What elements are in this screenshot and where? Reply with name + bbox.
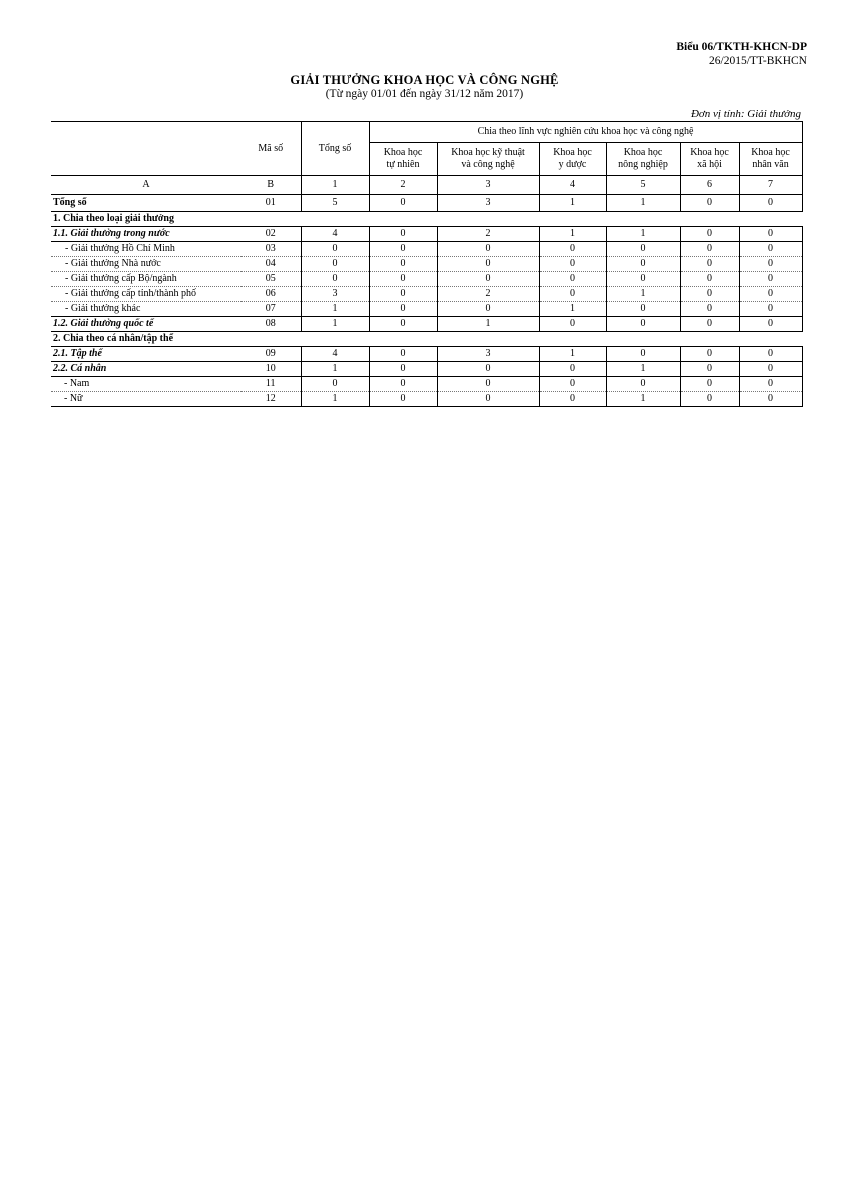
section2-body xyxy=(51,347,802,407)
row-code: 12 xyxy=(241,392,301,407)
report-period: (Từ ngày 01/01 đến ngày 31/12 năm 2017) xyxy=(325,88,524,100)
cell-value: 1 xyxy=(606,392,680,407)
cell-value: 0 xyxy=(680,257,739,272)
cell-value: 0 xyxy=(680,227,739,242)
row-code: 09 xyxy=(241,347,301,362)
row-label: - Giải thưởng Nhà nước xyxy=(51,257,241,272)
cell-value: 0 xyxy=(301,242,369,257)
row-label: 1.1. Giải thưởng trong nước xyxy=(51,227,241,242)
cell-value: 0 xyxy=(739,347,802,362)
header-row-group xyxy=(51,122,802,143)
cell-value: 0 xyxy=(369,242,437,257)
row-code: 07 xyxy=(241,302,301,317)
cell-value: 0 xyxy=(606,302,680,317)
section-header-row xyxy=(51,332,802,347)
cell-value: 4 xyxy=(301,227,369,242)
cell-value: 0 xyxy=(369,302,437,317)
cell-value: 4 xyxy=(301,347,369,362)
cell-value: 0 xyxy=(369,377,437,392)
field-header-humanities: Khoa học nhân văn xyxy=(739,143,802,176)
index-cell: 5 xyxy=(606,176,680,195)
cell-value: 0 xyxy=(739,302,802,317)
row-code: 02 xyxy=(241,227,301,242)
table-row xyxy=(51,347,802,362)
cell-value: 3 xyxy=(437,347,539,362)
cell-value: 0 xyxy=(739,377,802,392)
field-group-header: Chia theo lĩnh vực nghiên cứu khoa học và công nghệ xyxy=(369,122,802,143)
row-label: - Nữ xyxy=(51,392,241,407)
report-title: GIẢI THƯỞNG KHOA HỌC VÀ CÔNG NGHỆ xyxy=(290,73,559,87)
cell-value: 0 xyxy=(606,377,680,392)
field-header-medical: Khoa học y dược xyxy=(539,143,606,176)
total-header: Tổng số xyxy=(301,122,369,176)
cell-value: 0 xyxy=(739,242,802,257)
table-row xyxy=(51,257,802,272)
cell-value: 1 xyxy=(539,227,606,242)
field-header-engineering: Khoa học kỹ thuật và công nghệ xyxy=(437,143,539,176)
cell-value: 0 xyxy=(606,347,680,362)
row-code: 11 xyxy=(241,377,301,392)
cell-value: 0 xyxy=(680,287,739,302)
cell-value: 0 xyxy=(680,195,739,212)
row-code: 05 xyxy=(241,272,301,287)
cell-value: 1 xyxy=(606,195,680,212)
cell-value: 0 xyxy=(437,392,539,407)
index-cell: 6 xyxy=(680,176,739,195)
row-code: 10 xyxy=(241,362,301,377)
cell-value: 0 xyxy=(369,287,437,302)
cell-value: 1 xyxy=(606,287,680,302)
cell-value: 0 xyxy=(369,362,437,377)
awards-table xyxy=(51,121,803,407)
cell-value: 0 xyxy=(437,257,539,272)
table-row xyxy=(51,362,802,377)
index-cell: A xyxy=(51,176,241,195)
row-code: 08 xyxy=(241,317,301,332)
cell-value: 0 xyxy=(680,362,739,377)
cell-value: 0 xyxy=(680,392,739,407)
cell-value: 0 xyxy=(606,272,680,287)
index-row xyxy=(51,176,802,195)
table-row xyxy=(51,317,802,332)
index-cell: 2 xyxy=(369,176,437,195)
cell-value: 0 xyxy=(301,272,369,287)
cell-value: 0 xyxy=(739,362,802,377)
total-row xyxy=(51,195,802,212)
row-label: - Giải thưởng cấp tỉnh/thành phố xyxy=(51,287,241,302)
cell-value: 1 xyxy=(301,362,369,377)
index-cell: 3 xyxy=(437,176,539,195)
table-row xyxy=(51,392,802,407)
row-label: - Giải thưởng cấp Bộ/ngành xyxy=(51,272,241,287)
row-code: 04 xyxy=(241,257,301,272)
cell-value: 0 xyxy=(739,272,802,287)
cell-value: 0 xyxy=(739,195,802,212)
cell-value: 1 xyxy=(301,317,369,332)
field-header-natural: Khoa học tự nhiên xyxy=(369,143,437,176)
cell-value: 0 xyxy=(539,362,606,377)
section-label: 2. Chia theo cá nhân/tập thể xyxy=(51,332,802,347)
cell-value: 0 xyxy=(539,242,606,257)
cell-value: 1 xyxy=(301,392,369,407)
cell-value: 3 xyxy=(437,195,539,212)
cell-value: 0 xyxy=(301,257,369,272)
cell-value: 0 xyxy=(739,392,802,407)
cell-value: 0 xyxy=(369,347,437,362)
cell-value: 0 xyxy=(680,242,739,257)
table-row xyxy=(51,287,802,302)
row-label: 2.2. Cá nhân xyxy=(51,362,241,377)
cell-value: 0 xyxy=(739,287,802,302)
cell-value: 0 xyxy=(606,242,680,257)
cell-value: 0 xyxy=(437,302,539,317)
unit-note: Đơn vị tính: Giải thưởng xyxy=(690,108,801,120)
cell-value: 0 xyxy=(680,317,739,332)
cell-value: 0 xyxy=(680,347,739,362)
field-header-social: Khoa học xã hội xyxy=(680,143,739,176)
row-label: - Nam xyxy=(51,377,241,392)
form-reference: 26/2015/TT-BKHCN xyxy=(709,55,807,67)
cell-value: 0 xyxy=(437,272,539,287)
cell-value: 0 xyxy=(606,317,680,332)
cell-value: 0 xyxy=(539,317,606,332)
cell-value: 0 xyxy=(606,257,680,272)
cell-value: 0 xyxy=(539,257,606,272)
cell-value: 0 xyxy=(437,377,539,392)
cell-value: 0 xyxy=(437,242,539,257)
table-row xyxy=(51,272,802,287)
cell-value: 1 xyxy=(437,317,539,332)
cell-value: 0 xyxy=(369,257,437,272)
cell-value: 5 xyxy=(301,195,369,212)
cell-value: 0 xyxy=(369,195,437,212)
row-label: - Giải thưởng khác xyxy=(51,302,241,317)
cell-value: 0 xyxy=(369,392,437,407)
section-label: 1. Chia theo loại giải thưởng xyxy=(51,212,802,227)
table-row xyxy=(51,242,802,257)
cell-value: 0 xyxy=(680,272,739,287)
cell-value: 0 xyxy=(437,362,539,377)
section1-body xyxy=(51,227,802,332)
index-cell: 4 xyxy=(539,176,606,195)
cell-value: 1 xyxy=(301,302,369,317)
table-row xyxy=(51,377,802,392)
index-cell: 1 xyxy=(301,176,369,195)
cell-value: 1 xyxy=(606,227,680,242)
row-label: Tổng số xyxy=(51,195,241,212)
cell-value: 1 xyxy=(539,302,606,317)
cell-value: 2 xyxy=(437,287,539,302)
cell-value: 0 xyxy=(680,302,739,317)
index-cell: B xyxy=(241,176,301,195)
row-label: - Giải thưởng Hồ Chí Minh xyxy=(51,242,241,257)
cell-value: 0 xyxy=(739,227,802,242)
cell-value: 0 xyxy=(369,272,437,287)
row-label: 1.2. Giải thưởng quốc tế xyxy=(51,317,241,332)
cell-value: 0 xyxy=(369,227,437,242)
cell-value: 3 xyxy=(301,287,369,302)
field-header-agriculture: Khoa học nông nghiệp xyxy=(606,143,680,176)
index-cell: 7 xyxy=(739,176,802,195)
row-code: 01 xyxy=(241,195,301,212)
cell-value: 0 xyxy=(739,317,802,332)
cell-value: 0 xyxy=(369,317,437,332)
cell-value: 1 xyxy=(606,362,680,377)
cell-value: 0 xyxy=(739,257,802,272)
cell-value: 0 xyxy=(539,272,606,287)
form-code: Biểu 06/TKTH-KHCN-DP xyxy=(676,41,807,53)
section-header-row xyxy=(51,212,802,227)
row-label: 2.1. Tập thể xyxy=(51,347,241,362)
code-header: Mã số xyxy=(241,122,301,176)
cell-value: 1 xyxy=(539,195,606,212)
cell-value: 0 xyxy=(680,377,739,392)
table-row xyxy=(51,227,802,242)
row-code: 06 xyxy=(241,287,301,302)
cell-value: 2 xyxy=(437,227,539,242)
cell-value: 0 xyxy=(539,392,606,407)
cell-value: 1 xyxy=(539,347,606,362)
cell-value: 0 xyxy=(539,377,606,392)
cell-value: 0 xyxy=(539,287,606,302)
table-row xyxy=(51,302,802,317)
label-header-cell xyxy=(51,122,241,176)
row-code: 03 xyxy=(241,242,301,257)
cell-value: 0 xyxy=(301,377,369,392)
